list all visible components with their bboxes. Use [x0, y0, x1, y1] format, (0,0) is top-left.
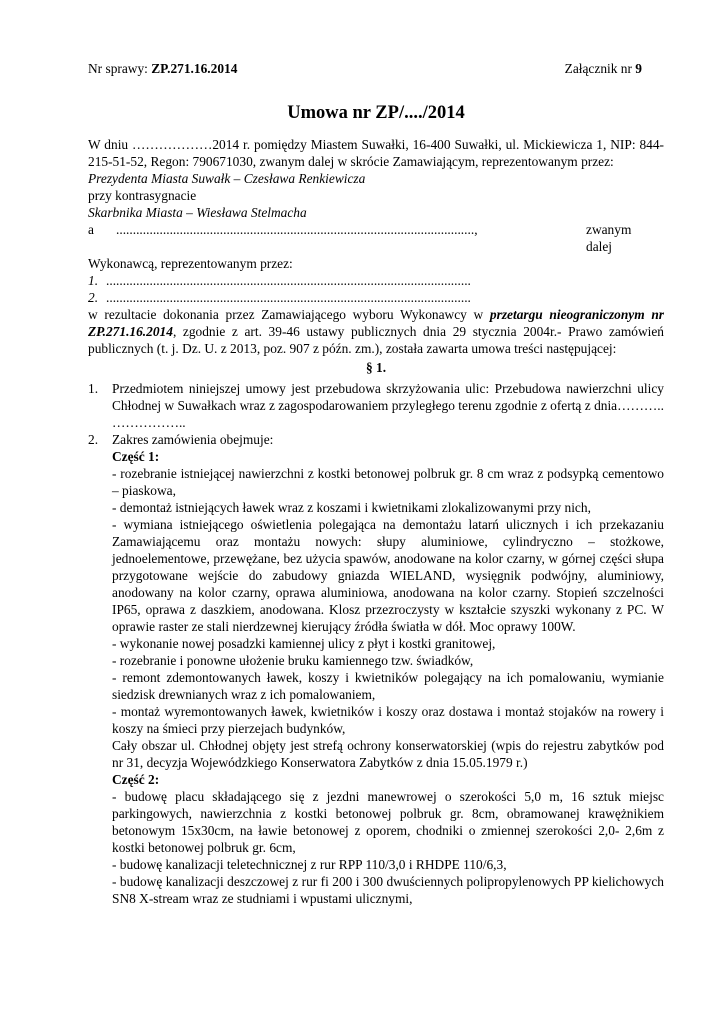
contractor-tail-text: zwanym dalej: [586, 222, 632, 254]
document-header: [88, 60, 664, 80]
part-1-line: - rozebranie istniejącej nawierzchni z kostki betonowej polbruk gr. 8 cm wraz z podsypką cementowo – piaskowa,: [112, 466, 664, 498]
part-1-line: - wymiana istniejącego oświetlenia polegająca na demontażu latarń ulicznych i ich przekazaniu Zamawiającemu oraz montażu nowych: słupy aluminiowe, cylindryczno – stożkowe, jednoelementowe, przewężane, bez użycia spawów, anodowane na kolor czarny, w górnej części słupa przygotowane wejście do zabudowy gniazda WIELAND, wysięgnik podwójny, aluminiowy, anodowany na kolor czarny, oprawa aluminiowa, anodowana na kolor czarny. Stopień szczelności IP65, oprawa z daszkiem, anodowana. Klosz przezroczysty w kształcie szyszki wykonany z PC. W oprawie raster ze stali nierdzewnej kierujący źródła światła w dół. Moc oprawy 100W.: [112, 517, 664, 634]
attachment-label: Załącznik nr: [564, 61, 632, 76]
contractor-label: Wykonawcą, reprezentowanym przez:: [88, 256, 293, 271]
contractor-dots: ...........................................................................................................,: [116, 222, 478, 237]
rep-dots: .............................................................................................................: [106, 290, 471, 305]
contractor-rep-item: [88, 289, 664, 306]
representative-2: Skarbnika Miasta – Wiesława Stelmacha: [88, 205, 307, 220]
list-item-text: Zakres zamówienia obejmuje:: [112, 432, 274, 447]
attachment-number: [565, 60, 664, 80]
part-1-line: - montaż wyremontowanych ławek, kwietników i koszy oraz dostawa i montaż stojaków na rowery i koszy na śmieci przy pierzejach budynków,: [112, 704, 664, 736]
list-item-number: 1.: [88, 381, 99, 396]
list-item-date: z dnia……….. ……………..: [112, 398, 664, 430]
part-1-line: - rozebranie i ponowne ułożenie bruku kamiennego tzw. świadków,: [112, 653, 474, 668]
part-1-line: - demontaż istniejących ławek wraz z koszami i kwietnikami zlokalizowanymi przy nich,: [112, 500, 591, 515]
countersign-label: przy kontrasygnacie: [88, 188, 197, 203]
rep-dots: .............................................................................................................: [106, 273, 471, 288]
case-number: [88, 60, 237, 80]
section-heading: § 1.: [365, 360, 387, 375]
part-1-line: - wykonanie nowej posadzki kamiennej ulicy z płyt i kostki granitowej,: [112, 636, 496, 651]
result-paragraph: [88, 306, 664, 357]
a-label: a: [88, 222, 94, 237]
intro-paragraph: W dniu ………………2014 r. pomiędzy Miastem Suwałki, 16-400 Suwałki, ul. Mickiewicza 1, NIP: 844-215-51-52, Regon: 790671030, zwanym dalej w skrócie Zamawiającym, reprezentowanym przez:: [88, 137, 664, 169]
part-2-line: - budowę kanalizacji deszczowej z rur fi 200 i 300 dwuściennych polipropylenowych PP kielichowych SN8 X-stream wraz ze studniami i wpustami ulicznymi,: [112, 874, 664, 906]
part-1-line: - remont zdemontowanych ławek, koszy i kwietników polegający na ich pomalowaniu, wymianie siedzisk drewnianych wraz z ich pomalowaniem,: [112, 670, 664, 702]
result-text-2: , zgodnie z art. 39-46 ustawy publicznych dnia 29 stycznia 2004r.- Prawo zamówień publicznych (t. j. Dz. U. z 2013, poz. 907 z późn. zm.), została zawarta umowa treści następującej:: [88, 324, 664, 356]
list-item-text: Przedmiotem niniejszej umowy jest przebudowa skrzyżowania ulic: Przebudowa nawierzchni ulicy Chłodnej w Suwałkach wraz z zagospodarowaniem przyległego terenu zgodnie z ofertą: [112, 381, 664, 413]
list-item-number: 2.: [88, 432, 99, 447]
part-1-line: Cały obszar ul. Chłodnej objęty jest strefą ochrony konserwatorskiej (wpis do rejestru zabytków pod nr 31, decyzja Wojewódzkiego Konserwatora Zabytków z dnia 15.05.1979 r.): [112, 738, 664, 770]
list-item: [88, 380, 664, 431]
document-page: [88, 60, 664, 907]
rep-number: 2.: [88, 290, 99, 305]
result-text-1: w rezultacie dokonania przez Zamawiającego wyboru Wykonawcy w: [88, 307, 490, 322]
attachment-number-value: 9: [635, 61, 642, 76]
contract-title: Umowa nr ZP/..../2014: [287, 103, 465, 123]
case-number-value: ZP.271.16.2014: [151, 61, 238, 76]
rep-number: 1.: [88, 273, 99, 288]
contractor-rep-item: [88, 272, 664, 289]
representative-1: Prezydenta Miasta Suwałk – Czesława Renkiewicza: [88, 171, 366, 186]
case-label: Nr sprawy:: [88, 61, 148, 76]
part-2-line: - budowę placu składającego się z jezdni manewrowej o szerokości 5,0 m, 16 sztuk miejsc parkingowych, nawierzchnia z kostki betonowej polbruk gr. 8cm, obramowanej krawężnikiem betonowym 15x30cm, na ławie betonowej z oporem, chodniki o zmiennej szerokości 2,0- 2,6m z kostki betonowej polbruk gr. 6cm,: [112, 789, 664, 855]
contractor-tail: [558, 221, 664, 255]
part-2-line: - budowę kanalizacji teletechnicznej z rur RPP 110/3,0 i RHDPE 110/6,3,: [112, 857, 507, 872]
list-item: [88, 431, 664, 448]
part-1: [88, 448, 664, 907]
part-1-heading: Część 1:: [112, 449, 160, 464]
tender-reference: przetargu nieograniczonym nr ZP.271.16.2014: [88, 307, 664, 339]
contractor-line: [88, 221, 664, 255]
part-2-heading: Część 2:: [112, 772, 160, 787]
contractor-rep-list: [88, 272, 664, 306]
